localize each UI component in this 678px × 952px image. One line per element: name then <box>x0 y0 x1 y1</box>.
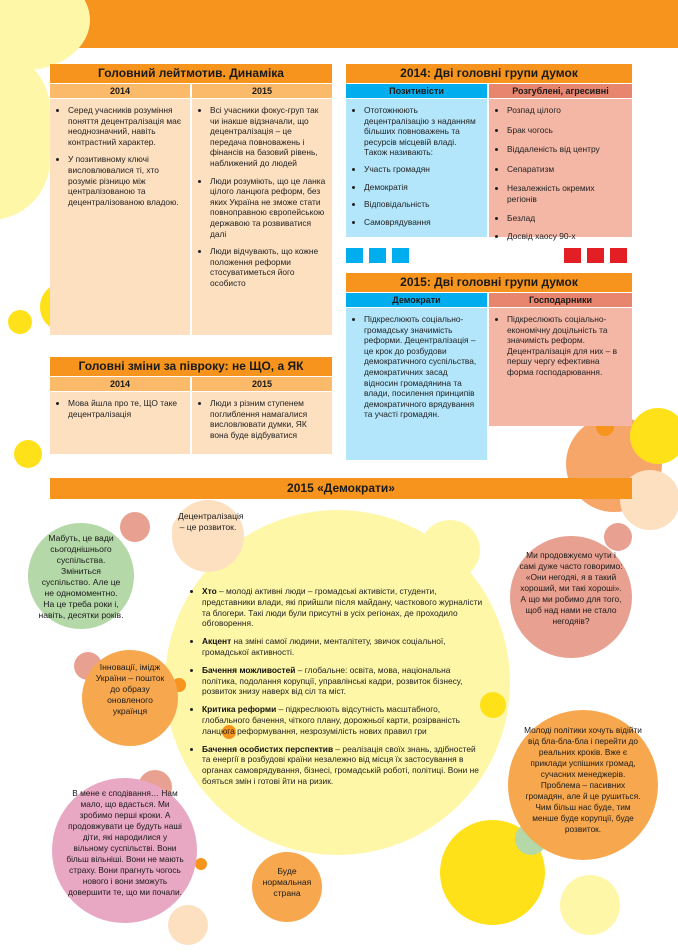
item-label: Хто <box>202 586 217 596</box>
quote-decentral: Децентралізація – це розвиток. <box>178 511 244 532</box>
deco-circle-yellow-3 <box>14 440 42 468</box>
quote-young: Молоді політики хочуть відійти від бла-бла-бла і перейти до реальних кроків. Вже є приклади успішних громад, сучасних менеджерів. Проблема – пасивних громадян, але й це рушиться. Чим більш нас буде, тим менше буде корупції, буде розвиток. <box>524 725 642 834</box>
groups2014-positive-header: Позитивісти <box>346 84 487 98</box>
deco-pink-dot-4 <box>604 523 632 551</box>
item-label: Критика реформи <box>202 704 277 715</box>
list-item: • Безлад <box>507 213 626 224</box>
list-item: • Брак чогось <box>507 125 626 136</box>
changes-2014-header: 2014 <box>50 377 190 391</box>
list-item: • Серед учасників розуміння поняття децентралізація має неоднозначний, навіть контрастний характер. <box>68 105 184 147</box>
list-item: • Участь громадян <box>364 164 481 175</box>
quote-society: Мабуть, це вади сьогоднішнього суспільства. Зміниться суспільство. Але це не одномоментно. На це треба роки і, навіть, десятки років. <box>38 533 124 620</box>
blue-square-3 <box>392 248 409 263</box>
top-banner <box>0 0 678 48</box>
democrats-characteristics <box>190 586 486 794</box>
deco-circle-yellow-top <box>0 0 90 70</box>
list-item: • Мова йшла про те, ЩО таке децентралізація <box>68 398 184 419</box>
leitmotiv-2014-header: 2014 <box>50 84 190 98</box>
list-item: • Люди розуміють, що це ланка цілого ланцюга реформ, без яких Україна не зможе стати повноправною європейською державою та розвиватися далі <box>210 176 326 240</box>
red-square-2 <box>587 248 604 263</box>
list-item <box>202 586 486 629</box>
democrats-section-title: 2015 «Демократи» <box>50 478 632 499</box>
quote-hope: В мене є сподівання… Нам мало, що вдасться. Ми зробимо перші кроки. А продовжувати це будуть наші діти, які народилися у вільному суспільстві. Вони більш вільніші. Вони не мають страху. Вони прагнуть чогось нового і вони зможуть довершити те, що ми почали. <box>66 788 184 897</box>
groups2015-managers-column <box>489 308 632 426</box>
list-item: • Незалежність окремих регіонів <box>507 183 626 204</box>
leitmotiv-2014-column <box>50 99 190 335</box>
groups2014-negative-column <box>489 99 632 242</box>
groups2015-democrats-header: Демократи <box>346 293 487 307</box>
deco-circle-yellow-2 <box>8 310 32 334</box>
deco-orange-dot <box>195 858 207 870</box>
list-item: • Підкреслюють соціально-громадську значимість реформи. Децентралізація – це крок до розбудови демократичного суспільства, демократичних засад відносин громадянина та влади, посилення принципів демократичного врядування та участі громадян. <box>364 314 481 420</box>
changes-2015-header: 2015 <box>192 377 332 391</box>
quote-image: Інновації, імідж України – пошток до образу оновленого українця <box>95 662 165 716</box>
changes-2014-column <box>50 392 190 454</box>
quote-normal: Буде нормальная страна <box>262 866 312 898</box>
groups2014-title: 2014: Дві головні групи думок <box>346 64 632 83</box>
list-item: • Люди з різним ступенем поглиблення намагалися висловлювати думки, ЯК вона буде відбуватися <box>210 398 326 440</box>
quote-talk: Ми продовжуємо чути і самі дуже часто говоримо: «Они негодяі, я в такий хороший, ми такі хороші». А що ми робимо для того, щоб над нами не стало негодяів? <box>519 550 623 626</box>
groups2015-democrats-column <box>346 308 487 460</box>
item-label: Бачення особистих перспектив <box>202 743 334 754</box>
list-item <box>202 704 486 736</box>
blue-square-2 <box>369 248 386 263</box>
deco-pink-dot-1 <box>120 512 150 542</box>
leitmotiv-title: Головний лейтмотив. Динаміка <box>50 64 332 83</box>
red-square-3 <box>610 248 627 263</box>
deco-orange-bottom-left <box>168 905 208 945</box>
red-square-1 <box>564 248 581 263</box>
item-label: Акцент <box>202 636 232 647</box>
list-item: • Віддаленість від центру <box>507 144 626 155</box>
list-item: • У позитивному ключі висловлювалися ті, хто розуміє різницю між централізованою та децентралізованою владою. <box>68 154 184 207</box>
deco-circle-yellow-right <box>630 408 678 464</box>
list-item: • Досвід хаосу 90-х <box>507 231 626 242</box>
groups2014-negative-header: Розгублені, агресивні <box>489 84 632 98</box>
list-item <box>202 665 486 697</box>
list-item <box>202 636 486 658</box>
list-item: • Відповідальність <box>364 199 481 210</box>
groups2015-managers-header: Господарники <box>489 293 632 307</box>
list-item: • Демократія <box>364 182 481 193</box>
item-label: Бачення можливостей <box>202 664 296 675</box>
item-text: – підкреслюють відсутність масштабного, глобального бачення, чіткого плану, дорожньої карти, розірваність ланцюга реформування, незрозумілість нових правил гри <box>202 704 461 736</box>
item-text: – глобальне: освіта, мова, національна політика, подолання корупції, управлінські кадри, розвиток бізнесу, розвиток знизу наверх від сіл та міст. <box>202 664 463 697</box>
item-text: на зміні самої людини, менталітету, звичок соціальної, громадської активності. <box>202 636 446 657</box>
list-item: • Ототожнюють децентралізацію з наданням більших повноважень та ресурсів місцевій владі. Також називають: <box>364 105 481 158</box>
changes-2015-column <box>192 392 332 454</box>
list-item: • Розпад цілого <box>507 105 626 116</box>
changes-title: Головні зміни за півроку: не ЩО, а ЯК <box>50 357 332 376</box>
deco-circle-yellow-left <box>0 50 50 220</box>
blue-square-1 <box>346 248 363 263</box>
list-item: • Самоврядування <box>364 217 481 228</box>
item-text: – молоді активні люди – громадські активісти, студенти, представники влади, які прийшли після майдану, часткового журналісти та блогери. Такі люди були присутні в усіх регіонах, де проходило обговорення. <box>202 586 483 629</box>
list-item: • Сепаратизм <box>507 164 626 175</box>
groups2015-title: 2015: Дві головні групи думок <box>346 273 632 292</box>
list-item: • Люди відчувають, що кожне положення реформи стосуватиметься його особисто <box>210 246 326 288</box>
deco-yellow-bottom-2 <box>560 875 620 935</box>
deco-big-yellow-circle-2 <box>420 520 480 580</box>
leitmotiv-2015-header: 2015 <box>192 84 332 98</box>
groups2014-positive-column <box>346 99 487 237</box>
leitmotiv-2015-column <box>192 99 332 335</box>
list-item <box>202 744 486 787</box>
list-item: • Підкреслюють соціально-економічну доцільність та значимість реформ. Децентралізація для них – в першу чергу ефективна форма господарювання. <box>507 314 626 378</box>
list-item: • Всі учасники фокус-груп так чи інакше відзначали, що децентралізація – це передача повноважень і фінансів на базовий рівень, наближений до людей <box>210 105 326 169</box>
item-text: – реалізація своїх знань, здібностей та енергії в розбудові країни незалежно від місця їх застосування в органах самоврядування, бізнесі, громадській роботі, політиці. Вони не бояться змін і готові йти на ризик. <box>202 743 479 786</box>
